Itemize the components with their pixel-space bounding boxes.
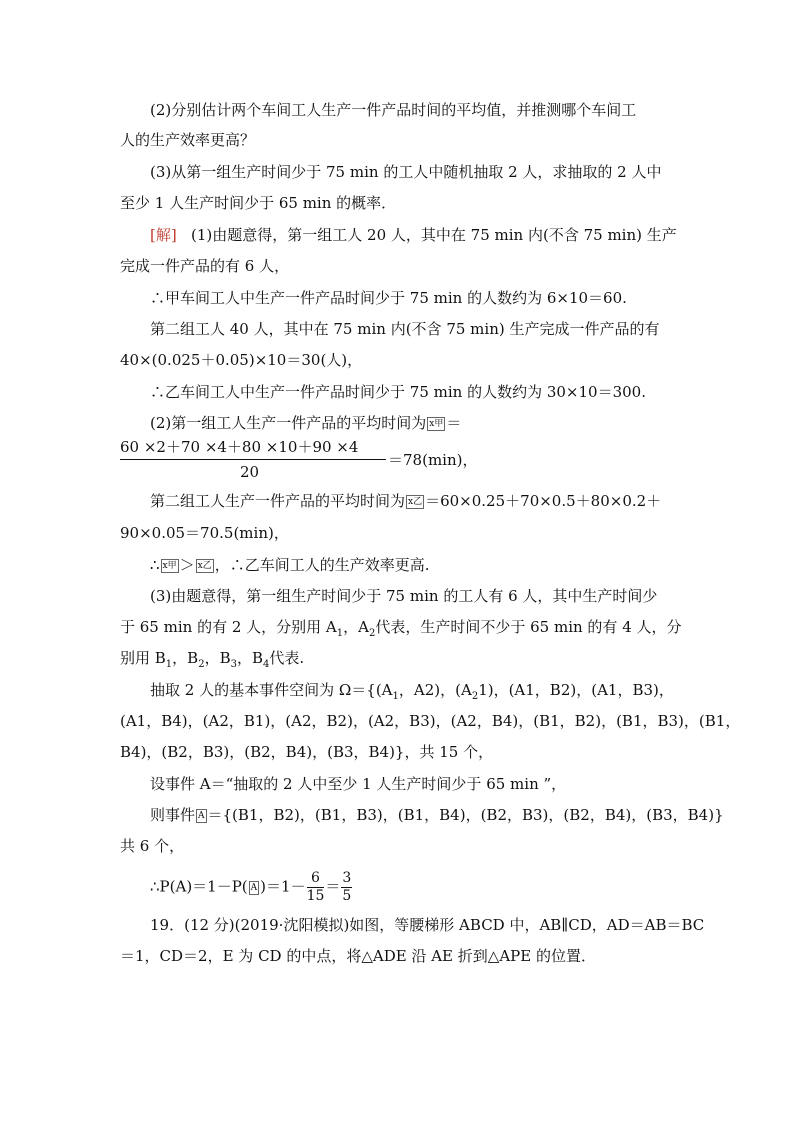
subscript: 1	[165, 659, 173, 670]
text-segment: ，∴乙车间工人的生产效率更高.	[214, 556, 430, 574]
text-line	[120, 617, 682, 644]
text-line: B4)，(B2，B3)，(B2，B4)，(B3，B4)}，共 15 个，	[120, 743, 494, 761]
fraction-denominator: 5	[342, 888, 352, 904]
text-segment: ，A	[343, 618, 369, 636]
fraction-numerator: 6	[307, 870, 325, 888]
text-segment: )＝1－	[260, 877, 306, 896]
text-segment: 代表，生产时间不少于 65 min 的有 4 人，分	[375, 618, 682, 636]
subscript: 2	[368, 628, 376, 639]
fraction-numerator: 60 ×2＋70 ×4＋80 ×10＋90 ×4	[120, 438, 359, 456]
text-line: 40×(0.025＋0.05)×10＝30(人)，	[120, 351, 363, 369]
text-segment: ∴	[150, 556, 160, 574]
text-line: (A1，B4)，(A2，B1)，(A2，B2)，(A2，B3)，(A2，B4)，(B1，B2)，(B1，B3)，(B1，	[120, 712, 741, 730]
text-segment: 别用 B	[120, 649, 166, 667]
text-segment: ＞	[179, 556, 195, 574]
text-segment: 于 65 min 的有 2 人，分别用 A	[120, 618, 337, 636]
text-segment: 代表.	[269, 649, 305, 667]
x-bar-yi-symbol: x乙	[197, 561, 212, 571]
text-segment: ，B	[172, 649, 199, 667]
subscript: 4	[263, 659, 270, 670]
text-line: (3)由题意得，第一组生产时间少于 75 min 的工人有 6 人，其中生产时间少	[150, 587, 658, 605]
text-segment: ＝	[325, 877, 341, 896]
x-bar-jia-symbol: x甲	[429, 419, 444, 429]
text-segment: 第二组工人生产一件产品的平均时间为	[150, 492, 406, 510]
mean-line-2	[150, 491, 661, 511]
text-line: 设事件 A＝“抽取的 2 人中至少 1 人生产时间少于 65 min ”，	[150, 775, 567, 793]
text-segment: (1)由题意得，第一组工人 20 人，其中在 75 min 内(不含 75 min) 生产	[191, 226, 677, 244]
text-segment: 1)，(A1，B2)，(A1，B3)，	[478, 681, 674, 699]
comparison-line	[150, 555, 430, 575]
solution-label: [解]	[150, 226, 177, 244]
subscript: 2	[198, 659, 205, 670]
fraction-numerator: 3	[342, 870, 352, 886]
text-segment: ＝{(B1，B2)，(B1，B3)，(B1，B4)，(B2，B3)，(B2，B4)，(B3，B4)}	[207, 806, 724, 824]
text-segment: ，B	[204, 649, 231, 667]
fraction-denominator: 15	[306, 888, 325, 904]
probability-line	[150, 870, 353, 905]
text-line: 第二组工人 40 人，其中在 75 min 内(不含 75 min) 生产完成一件产品的有	[150, 320, 660, 338]
text-segment: ，B	[236, 649, 264, 667]
fraction	[307, 870, 325, 905]
mean-line-1	[150, 413, 461, 433]
text-line: 人的生产效率更高？	[120, 131, 256, 149]
text-segment: ＝	[446, 414, 462, 432]
fraction-bar	[120, 459, 386, 460]
text-segment: 抽取 2 人的基本事件空间为 Ω＝{(A	[150, 681, 393, 699]
text-line: ∴甲车间工人中生产一件产品时间少于 75 min 的人数约为 6×10＝60.	[150, 289, 627, 307]
subscript: 2	[471, 691, 479, 702]
complement-event-line	[150, 805, 724, 825]
text-line: 至少 1 人生产时间少于 65 min 的概率．	[120, 194, 397, 212]
text-line: (3)从第一组生产时间少于 75 min 的工人中随机抽取 2 人，求抽取的 2 人中	[150, 163, 662, 181]
text-line: ＝1，CD＝2，E 为 CD 的中点，将△ADE 沿 AE 折到△APE 的位置．	[120, 947, 596, 965]
text-line: 完成一件产品的有 6 人，	[120, 257, 290, 275]
text-segment: ＝60×0.25＋70×0.5＋80×0.2＋	[425, 492, 662, 510]
text-line: ∴乙车间工人中生产一件产品时间少于 75 min 的人数约为 30×10＝300.	[150, 383, 646, 401]
text-line: 19．(12 分)(2019·沈阳模拟)如图，等腰梯形 ABCD 中，AB∥CD，AD＝AB＝BC	[150, 916, 705, 934]
text-line	[150, 680, 674, 707]
x-bar-jia-symbol: x甲	[162, 561, 177, 571]
text-line: (2)分别估计两个车间工人生产一件产品时间的平均值，并推测哪个车间工	[150, 101, 637, 119]
text-segment: 则事件	[150, 806, 196, 824]
text-segment: (2)第一组工人生产一件产品的平均时间为	[150, 414, 427, 432]
solution-line	[150, 225, 677, 245]
fraction-result: ＝78(min)，	[388, 451, 478, 469]
a-bar-symbol: A	[250, 882, 258, 893]
subscript: 1	[336, 628, 344, 639]
subscript: 1	[392, 691, 399, 702]
text-segment: ∴P(A)＝1－P(	[150, 877, 248, 896]
text-line	[120, 648, 304, 675]
text-line: 共 6 个，	[120, 837, 185, 855]
text-line: 90×0.05＝70.5(min)，	[120, 524, 289, 542]
fraction	[341, 870, 352, 905]
subscript: 3	[230, 659, 237, 670]
a-bar-symbol: A	[198, 811, 205, 821]
fraction-denominator: 20	[240, 463, 260, 481]
x-bar-yi-symbol: x乙	[408, 497, 423, 507]
text-segment: ，A2)，(A	[398, 681, 472, 699]
